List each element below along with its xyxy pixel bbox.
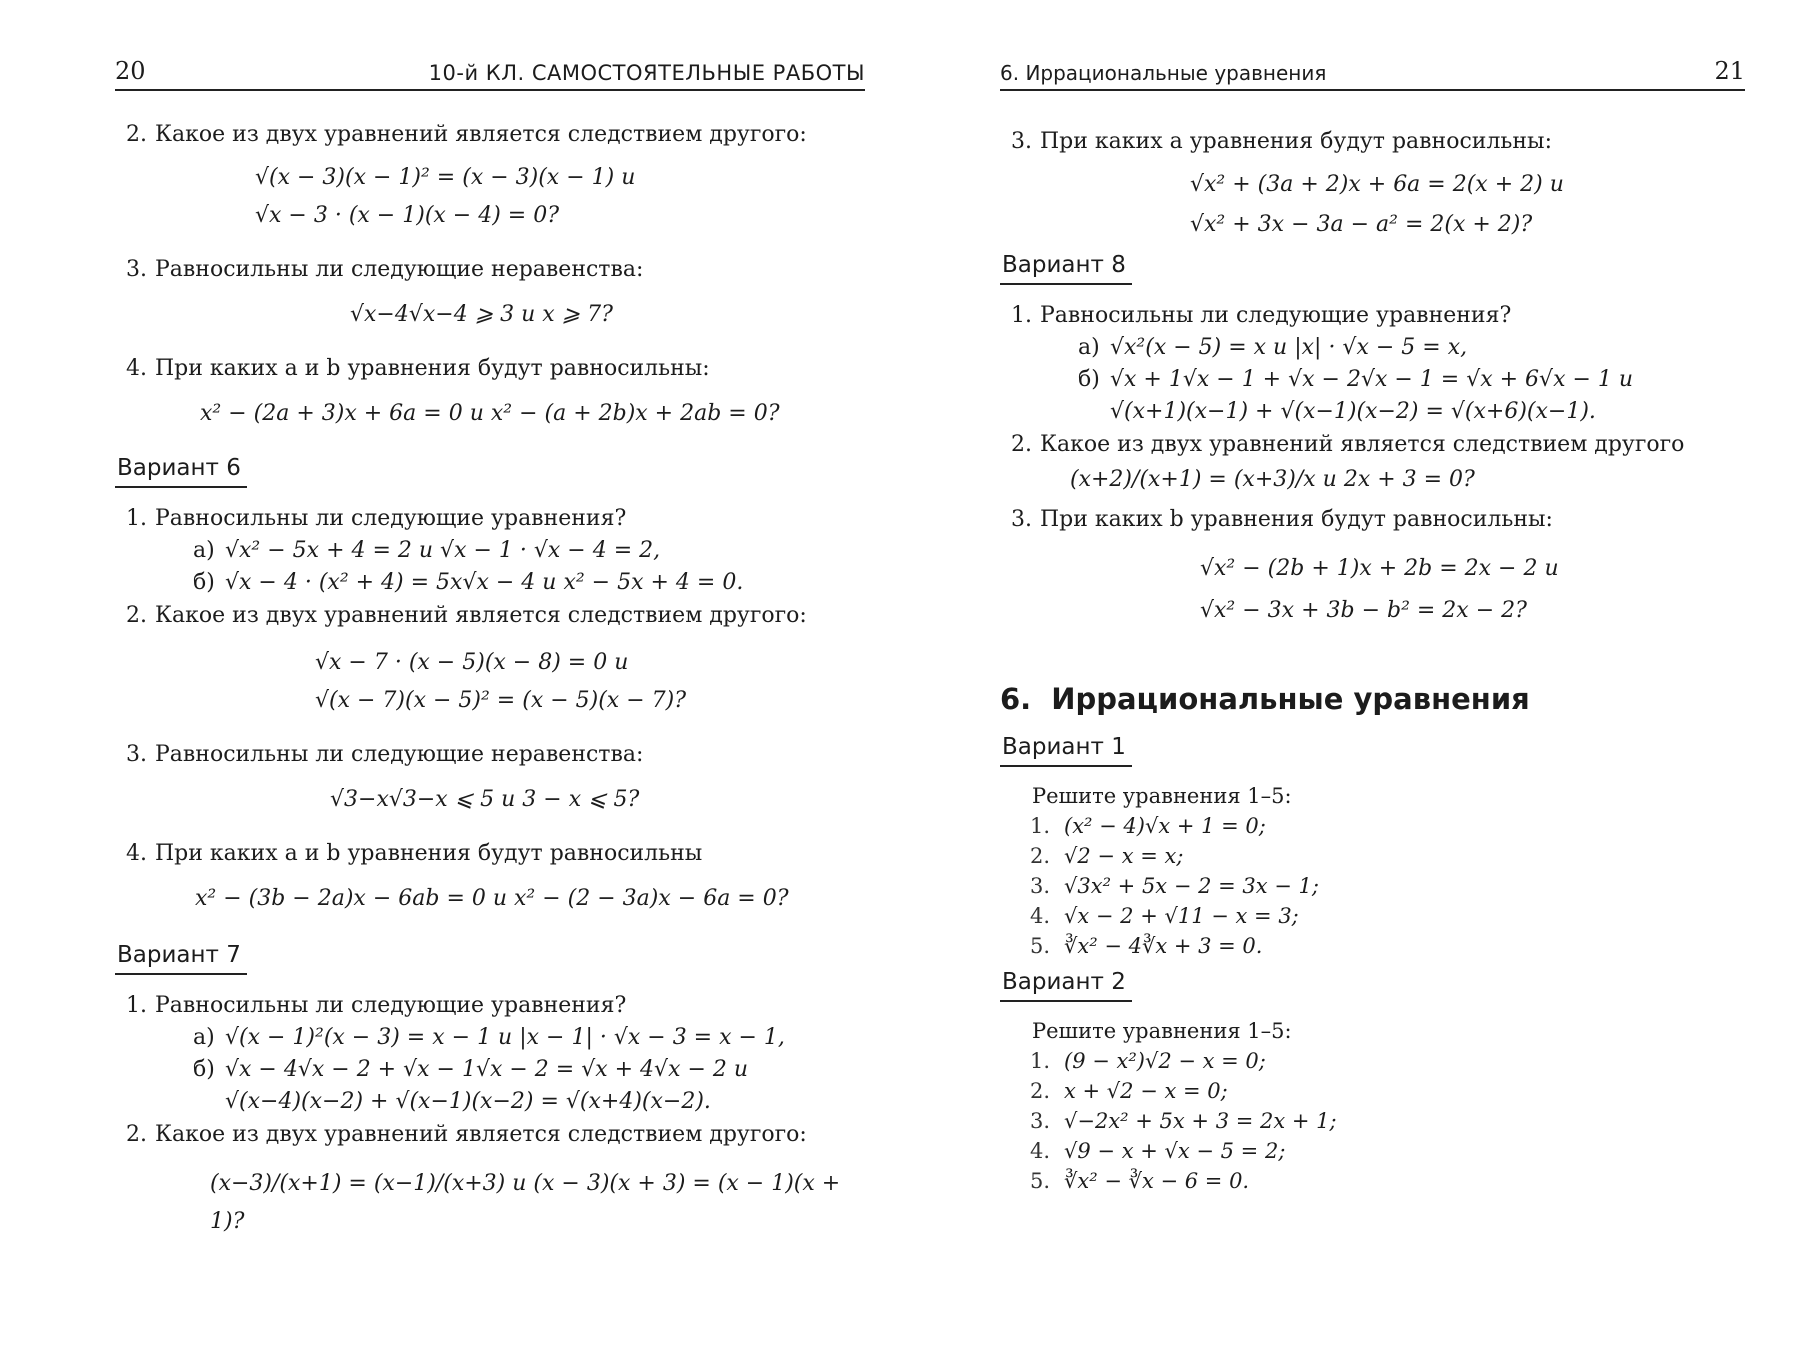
right-page (905, 0, 1815, 1366)
task: 2. Какое из двух уравнений является следствием другого (1011, 432, 1685, 457)
task: 2. Какое из двух уравнений является следствием другого: (126, 122, 807, 147)
variant-heading: Вариант 1 (1000, 734, 1132, 767)
task: 2. Какое из двух уравнений является следствием другого: (126, 603, 807, 628)
right-page-content (1000, 125, 1760, 1196)
task: 3. Равносильны ли следующие неравенства: (126, 742, 644, 767)
task: 3. При каких a уравнения будут равносильны: (1011, 129, 1552, 154)
list-item: 4. √x − 2 + √11 − x = 3; (1030, 904, 1299, 928)
left-page (0, 0, 905, 1366)
list-item: 5. ∛x² − ∛x − 6 = 0. (1030, 1169, 1250, 1193)
variant-heading: Вариант 6 (115, 455, 247, 488)
subtask: б) √x − 4√x − 2 + √x − 1√x − 2 = √x + 4√x − 2 и (193, 1057, 749, 1082)
task: 1. Равносильны ли следующие уравнения? (1011, 303, 1512, 328)
variant-heading: Вариант 8 (1000, 252, 1132, 285)
formula: √x² − 3x + 3b − b² = 2x − 2? (1200, 598, 1527, 623)
page-number: 20 (115, 57, 146, 85)
list-item: 4. √9 − x + √x − 5 = 2; (1030, 1139, 1286, 1163)
task: 4. При каких a и b уравнения будут равносильны (126, 841, 703, 866)
equation-list (1000, 811, 1760, 961)
list-item: 2. √2 − x = x; (1030, 844, 1184, 868)
right-page-header (1000, 55, 1745, 91)
formula: x² − (3b − 2a)x − 6ab = 0 и x² − (2 − 3a)x − 6a = 0? (195, 886, 789, 911)
task: 1. Равносильны ли следующие уравнения? (126, 993, 627, 1018)
running-title: 6. Иррациональные уравнения (1000, 61, 1327, 85)
formula: √3−x√3−x ⩽ 5 и 3 − x ⩽ 5? (330, 787, 640, 812)
formula: √x − 7 · (x − 5)(x − 8) = 0 и (315, 650, 629, 675)
left-page-header (115, 55, 865, 91)
left-page-content (115, 118, 875, 1245)
task: 3. При каких b уравнения будут равносильны: (1011, 507, 1553, 532)
task: 1. Равносильны ли следующие уравнения? (126, 506, 627, 531)
list-item: 1. (9 − x²)√2 − x = 0; (1030, 1049, 1266, 1073)
running-title: 10-й КЛ. САМОСТОЯТЕЛЬНЫЕ РАБОТЫ (428, 61, 865, 85)
variant-heading: Вариант 2 (1000, 969, 1132, 1002)
subtask: а) √x² − 5x + 4 = 2 и √x − 1 · √x − 4 = 2, (193, 538, 661, 563)
subtask-continuation: √(x−4)(x−2) + √(x−1)(x−2) = √(x+4)(x−2). (225, 1089, 711, 1114)
formula: √x − 3 · (x − 1)(x − 4) = 0? (255, 203, 560, 228)
formula: √(x − 7)(x − 5)² = (x − 5)(x − 7)? (315, 688, 687, 713)
formula: √x−4√x−4 ⩾ 3 и x ⩾ 7? (350, 302, 613, 327)
task: 4. При каких a и b уравнения будут равносильны: (126, 356, 710, 381)
page-number: 21 (1714, 57, 1745, 85)
formula: (x−3)/(x+1) = (x−1)/(x+3) и (x − 3)(x + 3) = (x − 1)(x + 1)? (210, 1171, 841, 1234)
section-title: 6. Иррациональные уравнения (1000, 682, 1530, 716)
equation-list (1000, 1046, 1760, 1196)
list-item: 3. √3x² + 5x − 2 = 3x − 1; (1030, 874, 1319, 898)
task: 2. Какое из двух уравнений является следствием другого: (126, 1122, 807, 1147)
subtask: б) √x + 1√x − 1 + √x − 2√x − 1 = √x + 6√x − 1 и (1078, 367, 1634, 392)
list-item: 5. ∛x² − 4∛x + 3 = 0. (1030, 934, 1263, 958)
subtask: б) √x − 4 · (x² + 4) = 5x√x − 4 и x² − 5x + 4 = 0. (193, 570, 744, 595)
list-item: 3. √−2x² + 5x + 3 = 2x + 1; (1030, 1109, 1337, 1133)
formula: √x² + (3a + 2)x + 6a = 2(x + 2) и (1190, 172, 1564, 197)
instructions: Решите уравнения 1–5: (1032, 784, 1292, 808)
task: 3. Равносильны ли следующие неравенства: (126, 257, 644, 282)
subtask-continuation: √(x+1)(x−1) + √(x−1)(x−2) = √(x+6)(x−1). (1110, 399, 1596, 424)
formula: √x² − (2b + 1)x + 2b = 2x − 2 и (1200, 556, 1559, 581)
variant-heading: Вариант 7 (115, 942, 247, 975)
instructions: Решите уравнения 1–5: (1032, 1019, 1292, 1043)
formula: x² − (2a + 3)x + 6a = 0 и x² − (a + 2b)x + 2ab = 0? (200, 401, 780, 426)
formula: (x+2)/(x+1) = (x+3)/x и 2x + 3 = 0? (1070, 467, 1475, 492)
formula: √(x − 3)(x − 1)² = (x − 3)(x − 1) и (255, 165, 636, 190)
list-item: 2. x + √2 − x = 0; (1030, 1079, 1228, 1103)
formula: √x² + 3x − 3a − a² = 2(x + 2)? (1190, 212, 1533, 237)
subtask: а) √x²(x − 5) = x и |x| · √x − 5 = x, (1078, 335, 1468, 360)
list-item: 1. (x² − 4)√x + 1 = 0; (1030, 814, 1266, 838)
subtask: а) √(x − 1)²(x − 3) = x − 1 и |x − 1| · √x − 3 = x − 1, (193, 1025, 785, 1050)
